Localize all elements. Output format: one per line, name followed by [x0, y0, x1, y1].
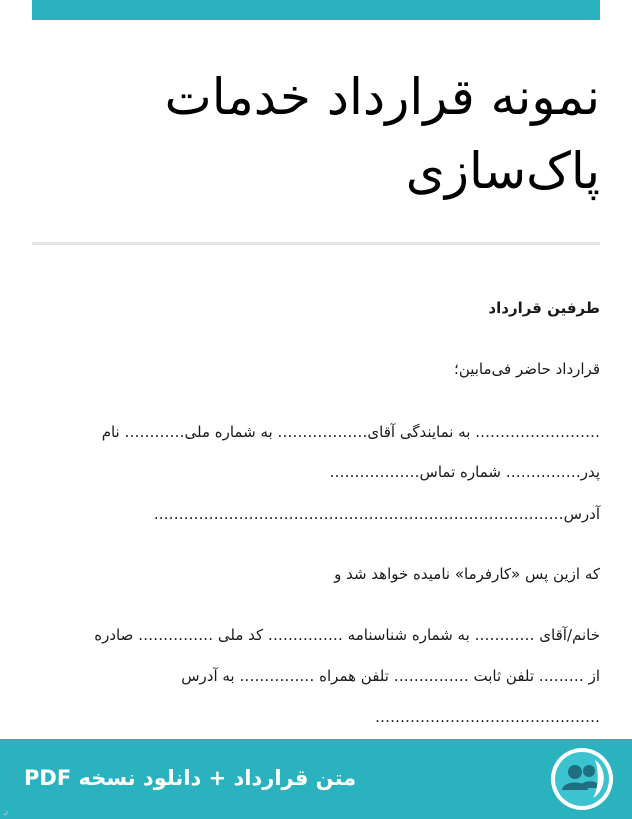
- title-line-2: پاک‌سازی: [405, 142, 600, 200]
- contract-line: ……………………. به نمایندگی آقای……………… به شماره ملی………… نام: [101, 423, 600, 441]
- contract-line: ………………………………………: [375, 708, 600, 726]
- contract-line: قرارداد حاضر فی‌مابین؛: [454, 360, 600, 378]
- download-banner[interactable]: [0, 739, 632, 819]
- contract-line: خانم/آقای ………… به شماره شناسنامه …………… کد ملی …………… صادره: [94, 626, 600, 644]
- contract-line: آدرس……………………………………………………………………….: [153, 505, 600, 523]
- brand-logo-icon: [551, 748, 613, 810]
- title-line-1: نمونه قرارداد خدمات: [164, 68, 600, 126]
- section-heading: طرفین قرارداد: [488, 299, 600, 317]
- page-title: [40, 60, 600, 208]
- title-divider: [32, 242, 600, 245]
- download-banner-text[interactable]: متن قرارداد + دانلود نسخه PDF: [24, 766, 357, 790]
- contract-line: پدر…………… شماره تماس………………: [329, 463, 600, 481]
- contract-line: از ……… تلفن ثابت …………… تلفن همراه …………… به آدرس: [181, 667, 600, 685]
- contract-line: که ازین پس «کارفرما» نامیده خواهد شد و: [334, 565, 600, 583]
- top-accent-bar: [32, 0, 600, 20]
- corner-mark: ر: [4, 806, 8, 815]
